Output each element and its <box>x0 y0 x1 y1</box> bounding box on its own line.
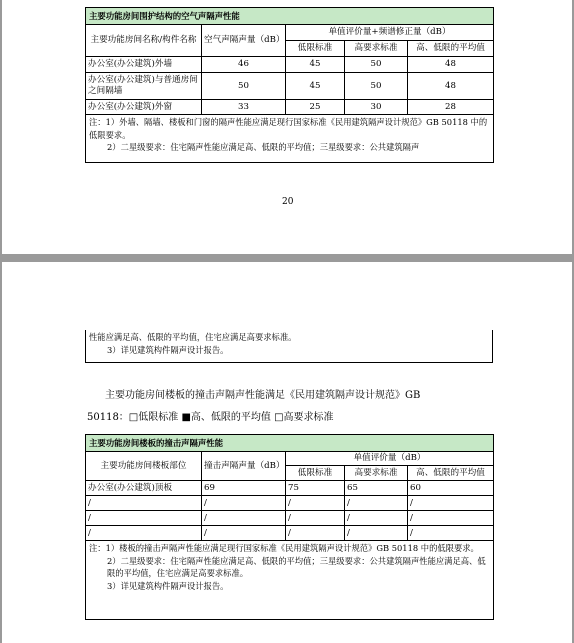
note-2: 2）二星级要求：住宅隔声性能应满足高、低限的平均值；三星级要求：公共建筑隔声性能应满足高、低限的平均值，住宅应满足高要求标准。 <box>107 555 486 578</box>
cell-avg: 60 <box>408 481 494 496</box>
cell-impact: / <box>202 511 286 526</box>
table-row <box>86 57 494 73</box>
continued-note-line: 3）详见建筑构件隔声设计报告。 <box>107 344 229 355</box>
note-1: 注：1）楼板的撞击声隔声性能应满足现行国家标准《民用建筑隔声设计规范》GB 50118 中的低限要求。 <box>89 543 479 553</box>
air-sound-insulation-table <box>85 7 494 163</box>
note-1: 注：1）外墙、隔墙、楼板和门窗的隔声性能应满足现行国家标准《民用建筑隔声设计规范》GB 50118 中的低限要求。 <box>89 117 488 140</box>
col-header-single: 单值评价量+频谱修正量（dB） <box>286 25 494 41</box>
body-paragraph-line: 50118：□低限标准 ■高、低限的平均值 □高要求标准 <box>87 412 334 423</box>
cell-part: / <box>86 511 202 526</box>
col-header-impact: 撞击声隔声量（dB） <box>202 452 286 481</box>
cell-avg: / <box>408 526 494 541</box>
cell-avg: 28 <box>408 100 494 115</box>
cell-high: 30 <box>345 100 408 115</box>
cell-avg: 48 <box>408 73 494 100</box>
document-page-1 <box>2 0 572 254</box>
cell-low: / <box>286 511 345 526</box>
col-header-air: 空气声隔声量（dB） <box>202 25 286 57</box>
col-header-name: 主要功能房间名称/构件名称 <box>86 25 202 57</box>
cell-impact: 69 <box>202 481 286 496</box>
table-row <box>86 526 494 541</box>
cell-low: 45 <box>286 57 345 73</box>
cell-part: / <box>86 496 202 511</box>
table-row <box>86 100 494 115</box>
cell-low: 75 <box>286 481 345 496</box>
table-notes <box>86 541 494 620</box>
cell-low: 45 <box>286 73 345 100</box>
cell-high: 50 <box>345 57 408 73</box>
cell-impact: / <box>202 496 286 511</box>
cell-avg: / <box>408 496 494 511</box>
table-title: 主要功能房间楼板的撞击声隔声性能 <box>86 435 494 452</box>
body-paragraph-line: 主要功能房间楼板的撞击声隔声性能满足《民用建筑隔声设计规范》GB <box>105 390 421 401</box>
cell-name: 办公室(办公建筑)外墙 <box>86 57 202 73</box>
table-row <box>86 496 494 511</box>
cell-air: 50 <box>202 73 286 100</box>
cell-name: 办公室(办公建筑)外窗 <box>86 100 202 115</box>
note-2: 2）二星级要求：住宅隔声性能应满足高、低限的平均值；三星级要求：公共建筑隔声 <box>107 142 420 152</box>
cell-air: 46 <box>202 57 286 73</box>
cell-high: / <box>345 526 408 541</box>
cell-low: / <box>286 526 345 541</box>
col-header-part: 主要功能房间楼板部位 <box>86 452 202 481</box>
sub-header-low: 低限标准 <box>286 466 345 481</box>
sub-header-high: 高要求标准 <box>345 41 408 57</box>
cell-high: / <box>345 511 408 526</box>
cell-low: / <box>286 496 345 511</box>
cell-impact: / <box>202 526 286 541</box>
note-3: 3）详见建筑构件隔声设计报告。 <box>107 580 229 591</box>
sub-header-avg: 高、低限的平均值 <box>408 466 494 481</box>
sub-header-avg: 高、低限的平均值 <box>408 41 494 57</box>
impact-sound-insulation-table <box>85 434 494 620</box>
cell-part: 办公室(办公建筑)顶板 <box>86 481 202 496</box>
cell-high: 65 <box>345 481 408 496</box>
col-header-single: 单值评价量（dB） <box>286 452 494 466</box>
cell-avg: 48 <box>408 57 494 73</box>
cell-high: / <box>345 496 408 511</box>
cell-avg: / <box>408 511 494 526</box>
cell-air: 33 <box>202 100 286 115</box>
cell-name: 办公室(办公建筑)与普通房间之间隔墙 <box>86 73 202 100</box>
table-notes <box>86 115 494 163</box>
cell-high: 50 <box>345 73 408 100</box>
continued-notes <box>86 330 493 362</box>
table-row <box>86 511 494 526</box>
cell-low: 25 <box>286 100 345 115</box>
table-row <box>86 73 494 100</box>
table-row <box>86 481 494 496</box>
continued-notes-box <box>85 330 493 363</box>
sub-header-low: 低限标准 <box>286 41 345 57</box>
cell-part: / <box>86 526 202 541</box>
document-page-2 <box>2 262 572 643</box>
sub-header-high: 高要求标准 <box>345 466 408 481</box>
page-number: 20 <box>282 197 294 207</box>
continued-note-line: 性能应满足高、低限的平均值，住宅应满足高要求标准。 <box>89 332 297 342</box>
table-title: 主要功能房间围护结构的空气声隔声性能 <box>86 8 494 25</box>
